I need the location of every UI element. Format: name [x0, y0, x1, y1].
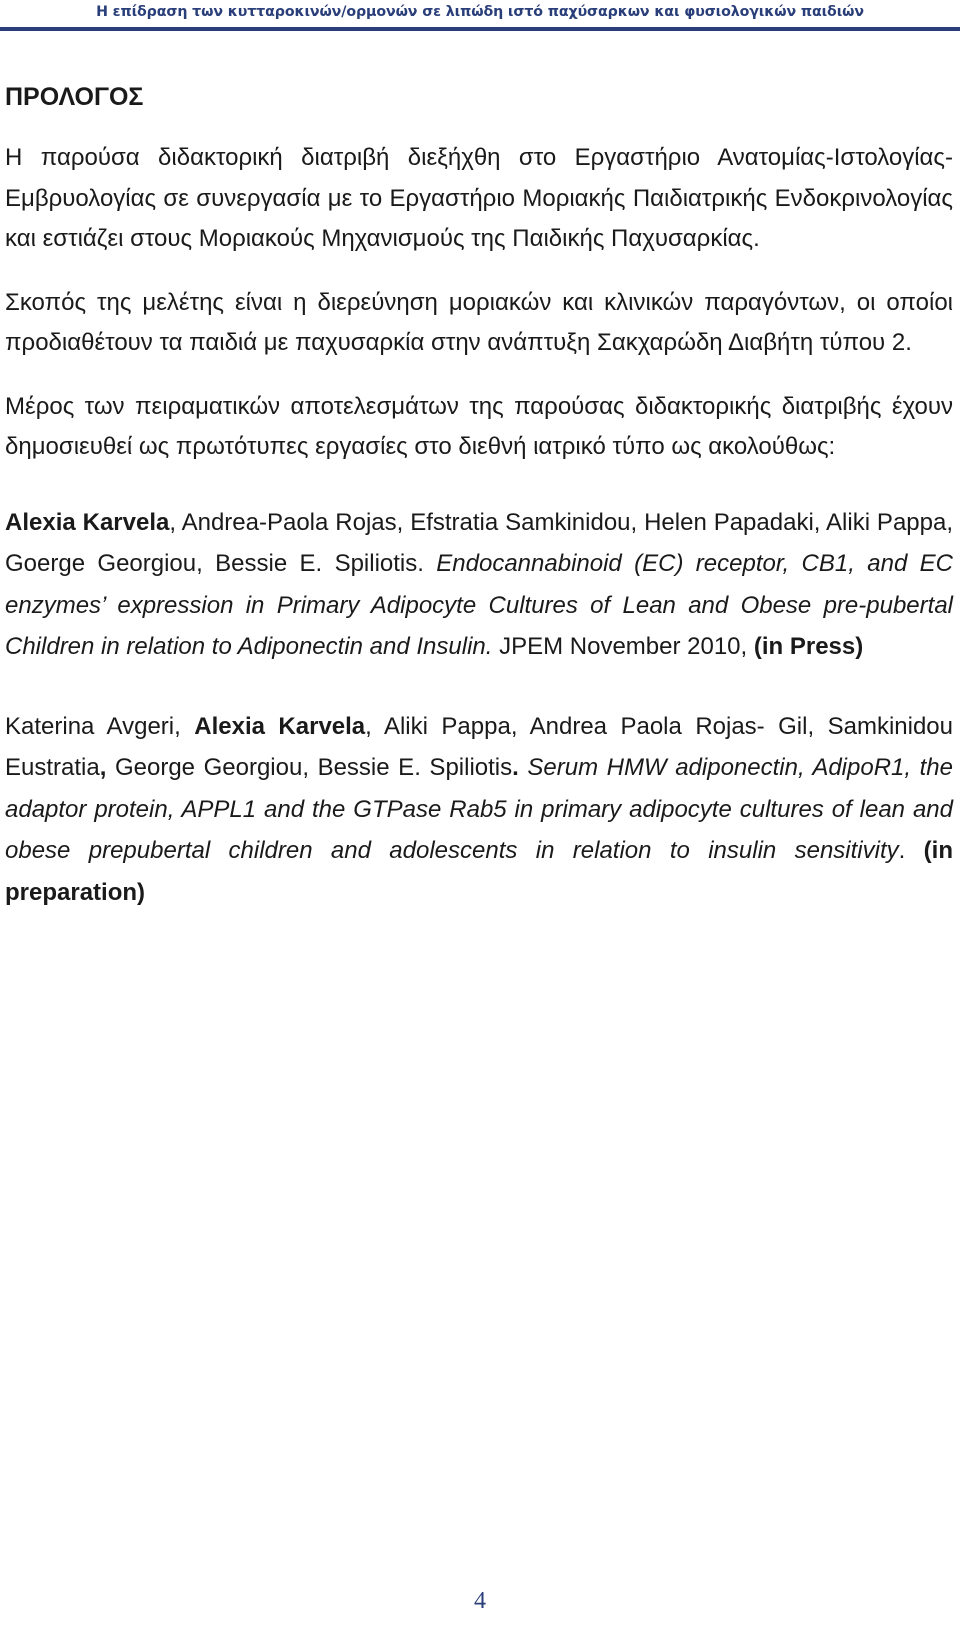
- paragraph-publications: Μέρος των πειραματικών αποτελεσμάτων της παρούσας διδακτορικής διατριβής έχουν δημοσιευθεί ως πρωτότυπες εργασίες στο διεθνή ιατρικό τύπο ως ακολούθως:: [5, 392, 953, 460]
- reference-authors-middle: , Aliki Pappa, Andrea Paola Rojas- Gil, Samkinidou Eustratia: [5, 712, 953, 781]
- header-divider: [0, 27, 960, 31]
- running-header: Η επίδραση των κυτταροκινών/ορμονών σε λιπώδη ιστό παχύσαρκων και φυσιολογικών παιδιών: [96, 4, 864, 20]
- reference-item-2: [5, 706, 953, 914]
- reference-authors-end: George Georgiou, Bessie E. Spiliotis: [106, 754, 513, 781]
- reference-bold-comma: ,: [99, 754, 107, 781]
- paragraph-intro: Η παρούσα διδακτορική διατριβή διεξήχθη στο Εργαστήριο Ανατομίας-Ιστολογίας-Εμβρυολογίας σε συνεργασία με το Εργαστήριο Μοριακής Παιδιατρικής Ενδοκρινολογίας και εστιάζει στους Μοριακούς Μηχανισμούς της Παιδικής Παχυσαρκίας.: [5, 144, 953, 252]
- reference-punctuation: .: [898, 837, 924, 864]
- reference-authors: , Andrea-Paola Rojas, Efstratia Samkinidou, Helen Papadaki, Aliki Pappa, Goerge Georgiou, Bessie E. Spiliotis.: [5, 508, 953, 577]
- reference-status: (in Press): [753, 633, 864, 660]
- reference-title: Serum HMW adiponectin, AdipoR1, the adaptor protein, APPL1 and the GTPase Rab5 in primary adipocyte cultures of lean and obese prepubertal children and adolescents in relation to insulin sensitivity: [5, 754, 954, 864]
- reference-bold-author: Alexia Karvela: [194, 712, 366, 740]
- reference-status: (in preparation): [5, 837, 953, 906]
- reference-authors-start: Katerina Avgeri,: [5, 712, 195, 740]
- reference-title: Endocannabinoid (EC) receptor, CB1, and EC enzymes’ expression in Primary Adipocyte Cultures of Lean and Obese pre-pubertal Children in relation to Adiponectin and Insulin.: [5, 550, 953, 660]
- section-title: ΠΡΟΛΟΓΟΣ: [5, 83, 144, 111]
- reference-bold-period: .: [512, 754, 519, 781]
- page-content: [5, 76, 953, 951]
- page-number: 4: [474, 1588, 486, 1614]
- reference-lead-author: Alexia Karvela: [5, 508, 170, 536]
- reference-item-1: [5, 502, 953, 668]
- paragraph-aim: Σκοπός της μελέτης είναι η διερεύνηση μοριακών και κλινικών παραγόντων, οι οποίοι προδιαθέτουν τα παιδιά με παχυσαρκία στην ανάπτυξη Σακχαρώδη Διαβήτη τύπου 2.: [5, 288, 953, 356]
- reference-journal: JPEM November 2010,: [492, 633, 754, 660]
